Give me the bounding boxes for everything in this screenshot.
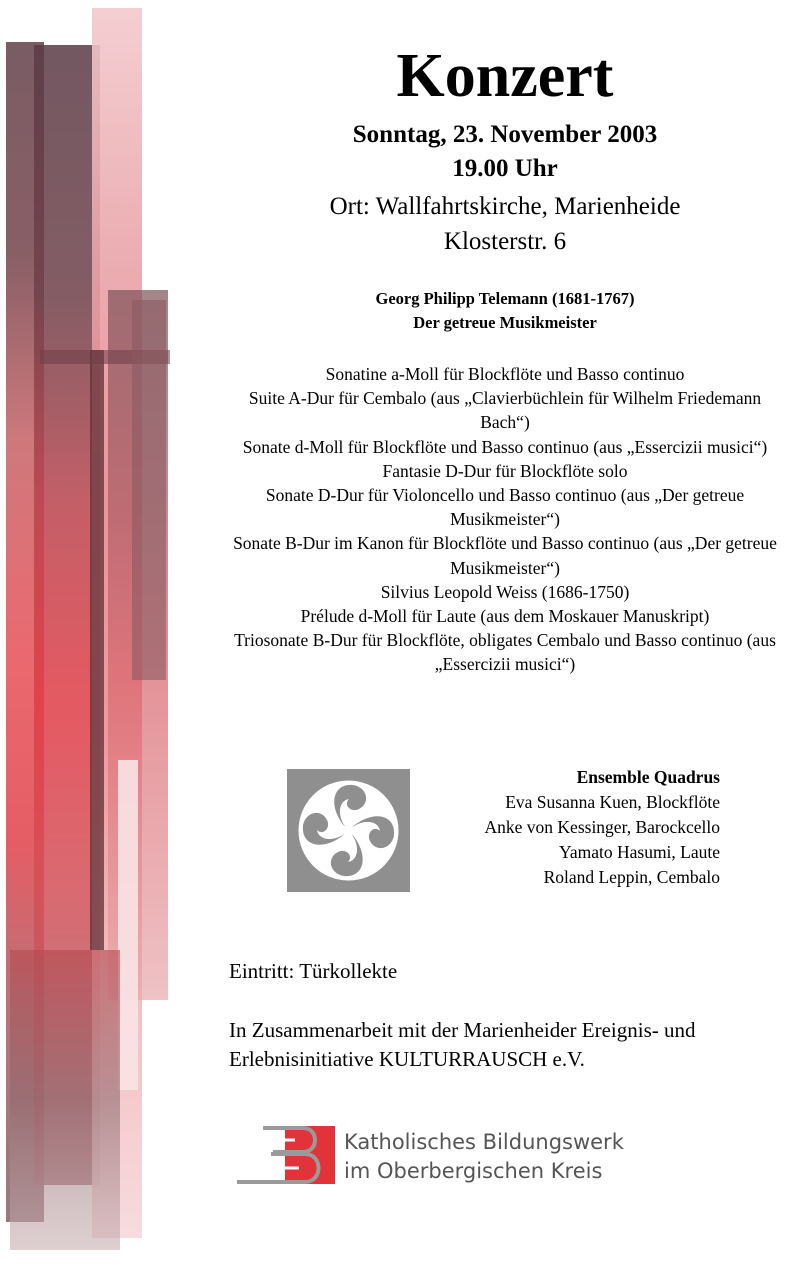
ensemble-member: Eva Susanna Kuen, Blockflöte	[505, 792, 720, 812]
organizer-name	[344, 1128, 624, 1186]
program-item: Triosonate B-Dur für Blockflöte, obligates Cembalo und Basso continuo (aus „Essercizii musici“)	[234, 630, 776, 675]
ensemble-block	[420, 765, 720, 890]
cooperation-note	[229, 1016, 799, 1074]
concert-street: Klosterstr. 6	[443, 228, 567, 255]
composer-name: Georg Philipp Telemann (1681-1767)	[375, 289, 635, 308]
ensemble-logo-icon	[287, 769, 410, 892]
ensemble-member: Yamato Hasumi, Laute	[558, 842, 720, 862]
ensemble-logo	[287, 769, 410, 892]
concert-time: 19.00 Uhr	[452, 155, 558, 182]
program-item: Sonate B-Dur im Kanon für Blockflöte und Basso continuo (aus „Der getreue Musikmeister“)	[233, 533, 777, 578]
concert-date: Sonntag, 23. November 2003	[352, 121, 658, 148]
organizer-line: im Oberbergischen Kreis	[344, 1159, 603, 1183]
organizer-logo	[233, 1122, 339, 1192]
painting-stripe	[118, 760, 138, 1090]
concert-venue: Ort: Wallfahrtskirche, Marienheide	[329, 193, 681, 220]
ensemble-member: Roland Leppin, Cembalo	[543, 867, 720, 887]
program-item: Suite A-Dur für Cembalo (aus „Clavierbüchlein für Wilhelm Friedemann Bach“)	[248, 388, 762, 433]
abstract-painting	[0, 0, 175, 1266]
program-item: Sonatine a-Moll für Blockflöte und Basso continuo	[325, 364, 685, 384]
cooperation-line: In Zusammenarbeit mit der Marienheider Ereignis- und	[229, 1018, 696, 1042]
organizer-line: Katholisches Bildungswerk	[344, 1130, 624, 1154]
program-item: Sonate D-Dur für Violoncello und Basso continuo (aus „Der getreue Musikmeister“)	[265, 485, 745, 530]
entry-info: Eintritt: Türkollekte	[229, 959, 398, 983]
composer-work: Der getreue Musikmeister	[413, 313, 597, 332]
program-item: Prélude d-Moll für Laute (aus dem Moskauer Manuskript)	[300, 606, 710, 627]
painting-stripe	[90, 350, 104, 950]
program-list	[222, 362, 788, 677]
ensemble-name: Ensemble Quadrus	[576, 767, 720, 787]
program-item: Silvius Leopold Weiss (1686-1750)	[380, 581, 630, 602]
painting-stripe	[132, 300, 166, 680]
organizer-logo-icon	[233, 1122, 339, 1192]
page-title: Konzert	[396, 42, 614, 110]
program-item: Sonate d-Moll für Blockflöte und Basso continuo (aus „Essercizii musici“)	[242, 436, 768, 457]
painting-stripe	[10, 950, 120, 1250]
cooperation-line: Erlebnisinitiative KULTURRAUSCH e.V.	[229, 1047, 585, 1071]
program-item: Fantasie D-Dur für Blockflöte solo	[382, 460, 628, 481]
ensemble-member: Anke von Kessinger, Barockcello	[484, 817, 720, 837]
